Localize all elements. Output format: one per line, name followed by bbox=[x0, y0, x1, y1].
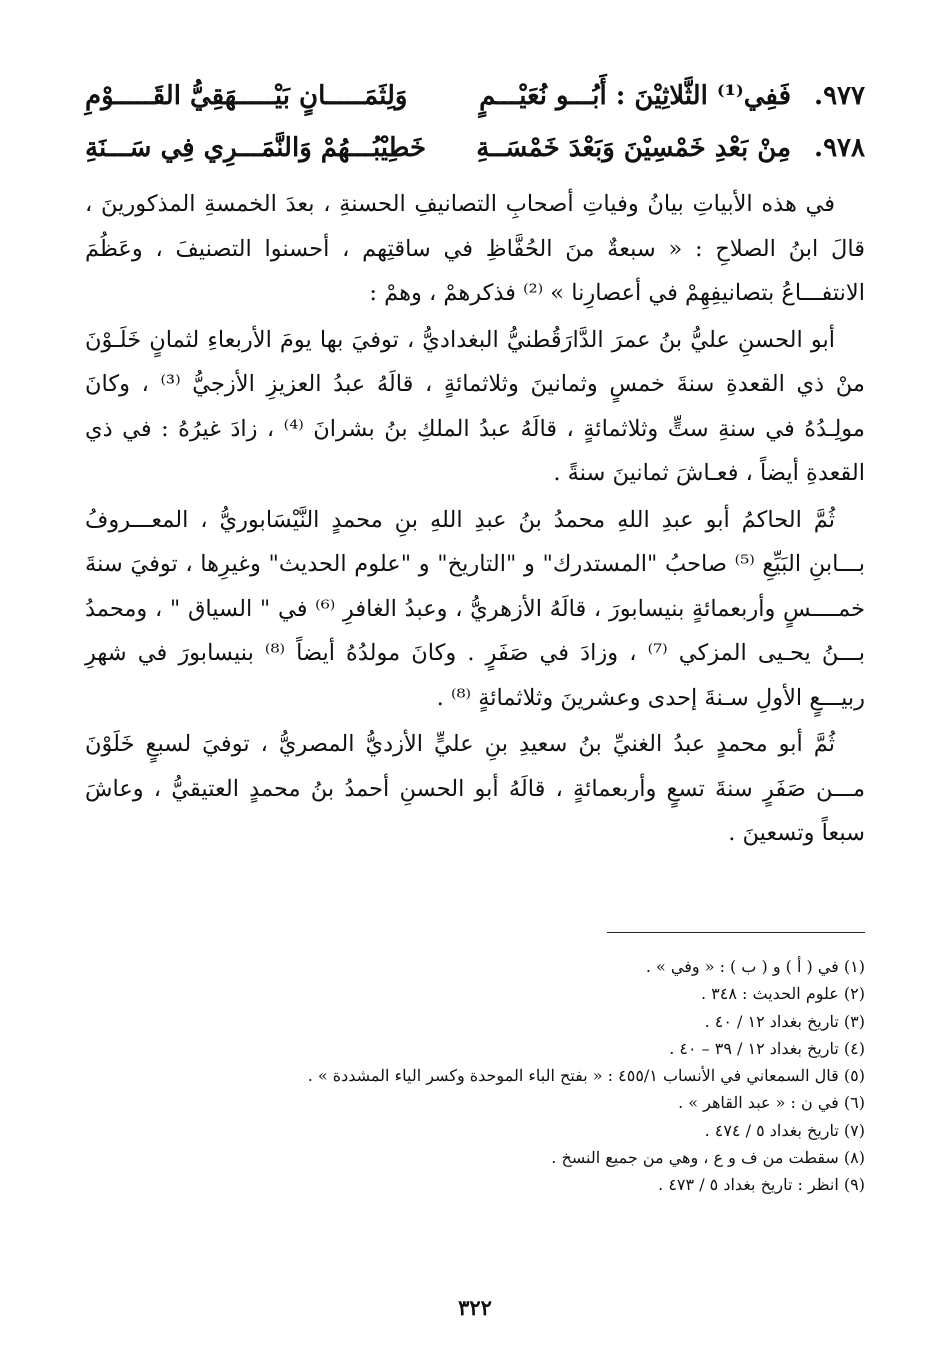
commentary-paragraph: في هذه الأبياتِ بيانُ وفياتِ أصحابِ التصانيفِ الحسنةِ ، بعدَ الخمسةِ المذكورينَ ، قالَ ابنُ الصلاحِ : « سبعةٌ منَ الحُفَّاظِ في ساقتِهم ، أحسنوا التصنيفَ ، وعَظُمَ الانتفـــاعُ بتصانيفِهِمْ في أعصارِنا » ⁽²⁾ فذكرهمْ ، وهمْ : bbox=[85, 191, 865, 306]
footnote: (١) في ( أ ) و ( ب ) : « وفي » . bbox=[645, 957, 865, 976]
footnote: (٢) علوم الحديث : ٣٤٨ . bbox=[701, 984, 865, 1004]
footnote: (٥) قال السمعاني في الأنساب ٤٥٥/١ : « بفتح الباء الموحدة وكسر الياء المشددة » . bbox=[307, 1066, 865, 1086]
verse-977 bbox=[85, 70, 865, 122]
commentary-paragraph: ثُمَّ الحاكمُ أبو عبدِ اللهِ محمدُ بنُ عبدِ اللهِ بنِ محمدٍ النَّيْسَابوريُّ ، المعـــروفُ بـــابنِ البَيِّعِ ⁽⁵⁾ صاحبُ "المستدرك" و "التاريخ" و "علوم الحديث" وغيرِها ، توفيَ سنةَ خمــــسٍ وأربعمائةٍ بنيسابورَ ، قالَهُ الأزهريُّ ، وعبدُ الغافرِ ⁽⁶⁾ في " السياق " ، ومحمدُ بـــنُ يحـيى المزكي ⁽⁷⁾ ، وزادَ في صَفَرٍ . وكانَ مولدُهُ أيضاً ⁽⁸⁾ بنيسابورَ في شهرِ ربيـــعٍ الأولِ سـنةَ إحدى وعشرينَ وثلاثمائةٍ ⁽⁸⁾ . bbox=[85, 506, 866, 711]
commentary-paragraph: أبو الحسنِ عليُّ بنُ عمرَ الدَّارَقُطنيُّ البغداديُّ ، توفيَ بها يومَ الأربعاءِ لثمانٍ خَلَـوْنَ منْ ذي القعدةِ سنةَ خمسٍ وثمانينَ وثلاثمائةٍ ، قالَهُ عبدُ العزيزِ الأزجيُّ ⁽³⁾ ، وكانَ مولِـدُهُ في سنةِ ستٍّ وثلاثمائةٍ ، قالَهُ عبدُ الملكِ بنُ بشرانَ ⁽⁴⁾ ، زادَ غيرُهُ : في ذي القعدةِ أيضاً ، فعـاشَ ثمانينَ سنةً . bbox=[85, 326, 865, 486]
commentary-body bbox=[85, 182, 865, 856]
verse-first-hemistich: مِنْ بَعْدِ خَمْسِيْنَ وَبَعْدَ خَمْسَــةِ bbox=[476, 133, 791, 163]
verse-first-hemistich: فَفِي⁽¹⁾ الثَّلاثِيْنَ : أَبُـــو نُعَيْـــمٍ bbox=[479, 81, 791, 111]
footnote-separator bbox=[607, 932, 865, 933]
verse-978 bbox=[85, 122, 865, 174]
footnote: (٧) تاريخ بغداد ٥ / ٤٧٤ . bbox=[704, 1120, 865, 1140]
footnote: (٤) تاريخ بغداد ١٢ / ٣٩ – ٤٠ . bbox=[669, 1038, 865, 1058]
footnote: (٣) تاريخ بغداد ١٢ / ٤٠ . bbox=[704, 1011, 865, 1031]
commentary-paragraph: ثُمَّ أبو محمدٍ عبدُ الغنيِّ بنُ سعيدِ بنِ عليٍّ الأزديُّ المصريُّ ، توفيَ لسبعٍ خَلَوْنَ مـــن صَفَرٍ سنةَ تسعٍ وأربعمائةٍ ، قالَهُ أبو الحسنِ أحمدُ بنُ محمدٍ العتيقيُّ ، وعاشَ سبعاً وتسعينَ . bbox=[85, 731, 865, 846]
verse-number: ٩٧٧. bbox=[814, 81, 865, 111]
footnote: (٦) في ن : « عبد القاهر » . bbox=[678, 1093, 865, 1113]
verse-number: ٩٧٨. bbox=[814, 133, 865, 163]
page-number: ٣٢٢ bbox=[458, 1295, 492, 1320]
verse-second-hemistich: خَطِيْبُـــهُمْ وَالنَّمَـــرِي فِي سَـــنَةِ bbox=[85, 133, 427, 163]
footnote: (٨) سقطت من ف و ع ، وهي من جميع النسخ . bbox=[551, 1148, 865, 1168]
footnote: (٩) انظر : تاريخ بغداد ٥ / ٤٧٣ . bbox=[658, 1175, 865, 1195]
page bbox=[85, 70, 865, 1371]
verse-second-hemistich: وَلِثَمَـــــانٍ بَيْـــــهَقِيُّ القَـــــوْمِ bbox=[85, 81, 408, 111]
footnotes bbox=[85, 953, 865, 1199]
